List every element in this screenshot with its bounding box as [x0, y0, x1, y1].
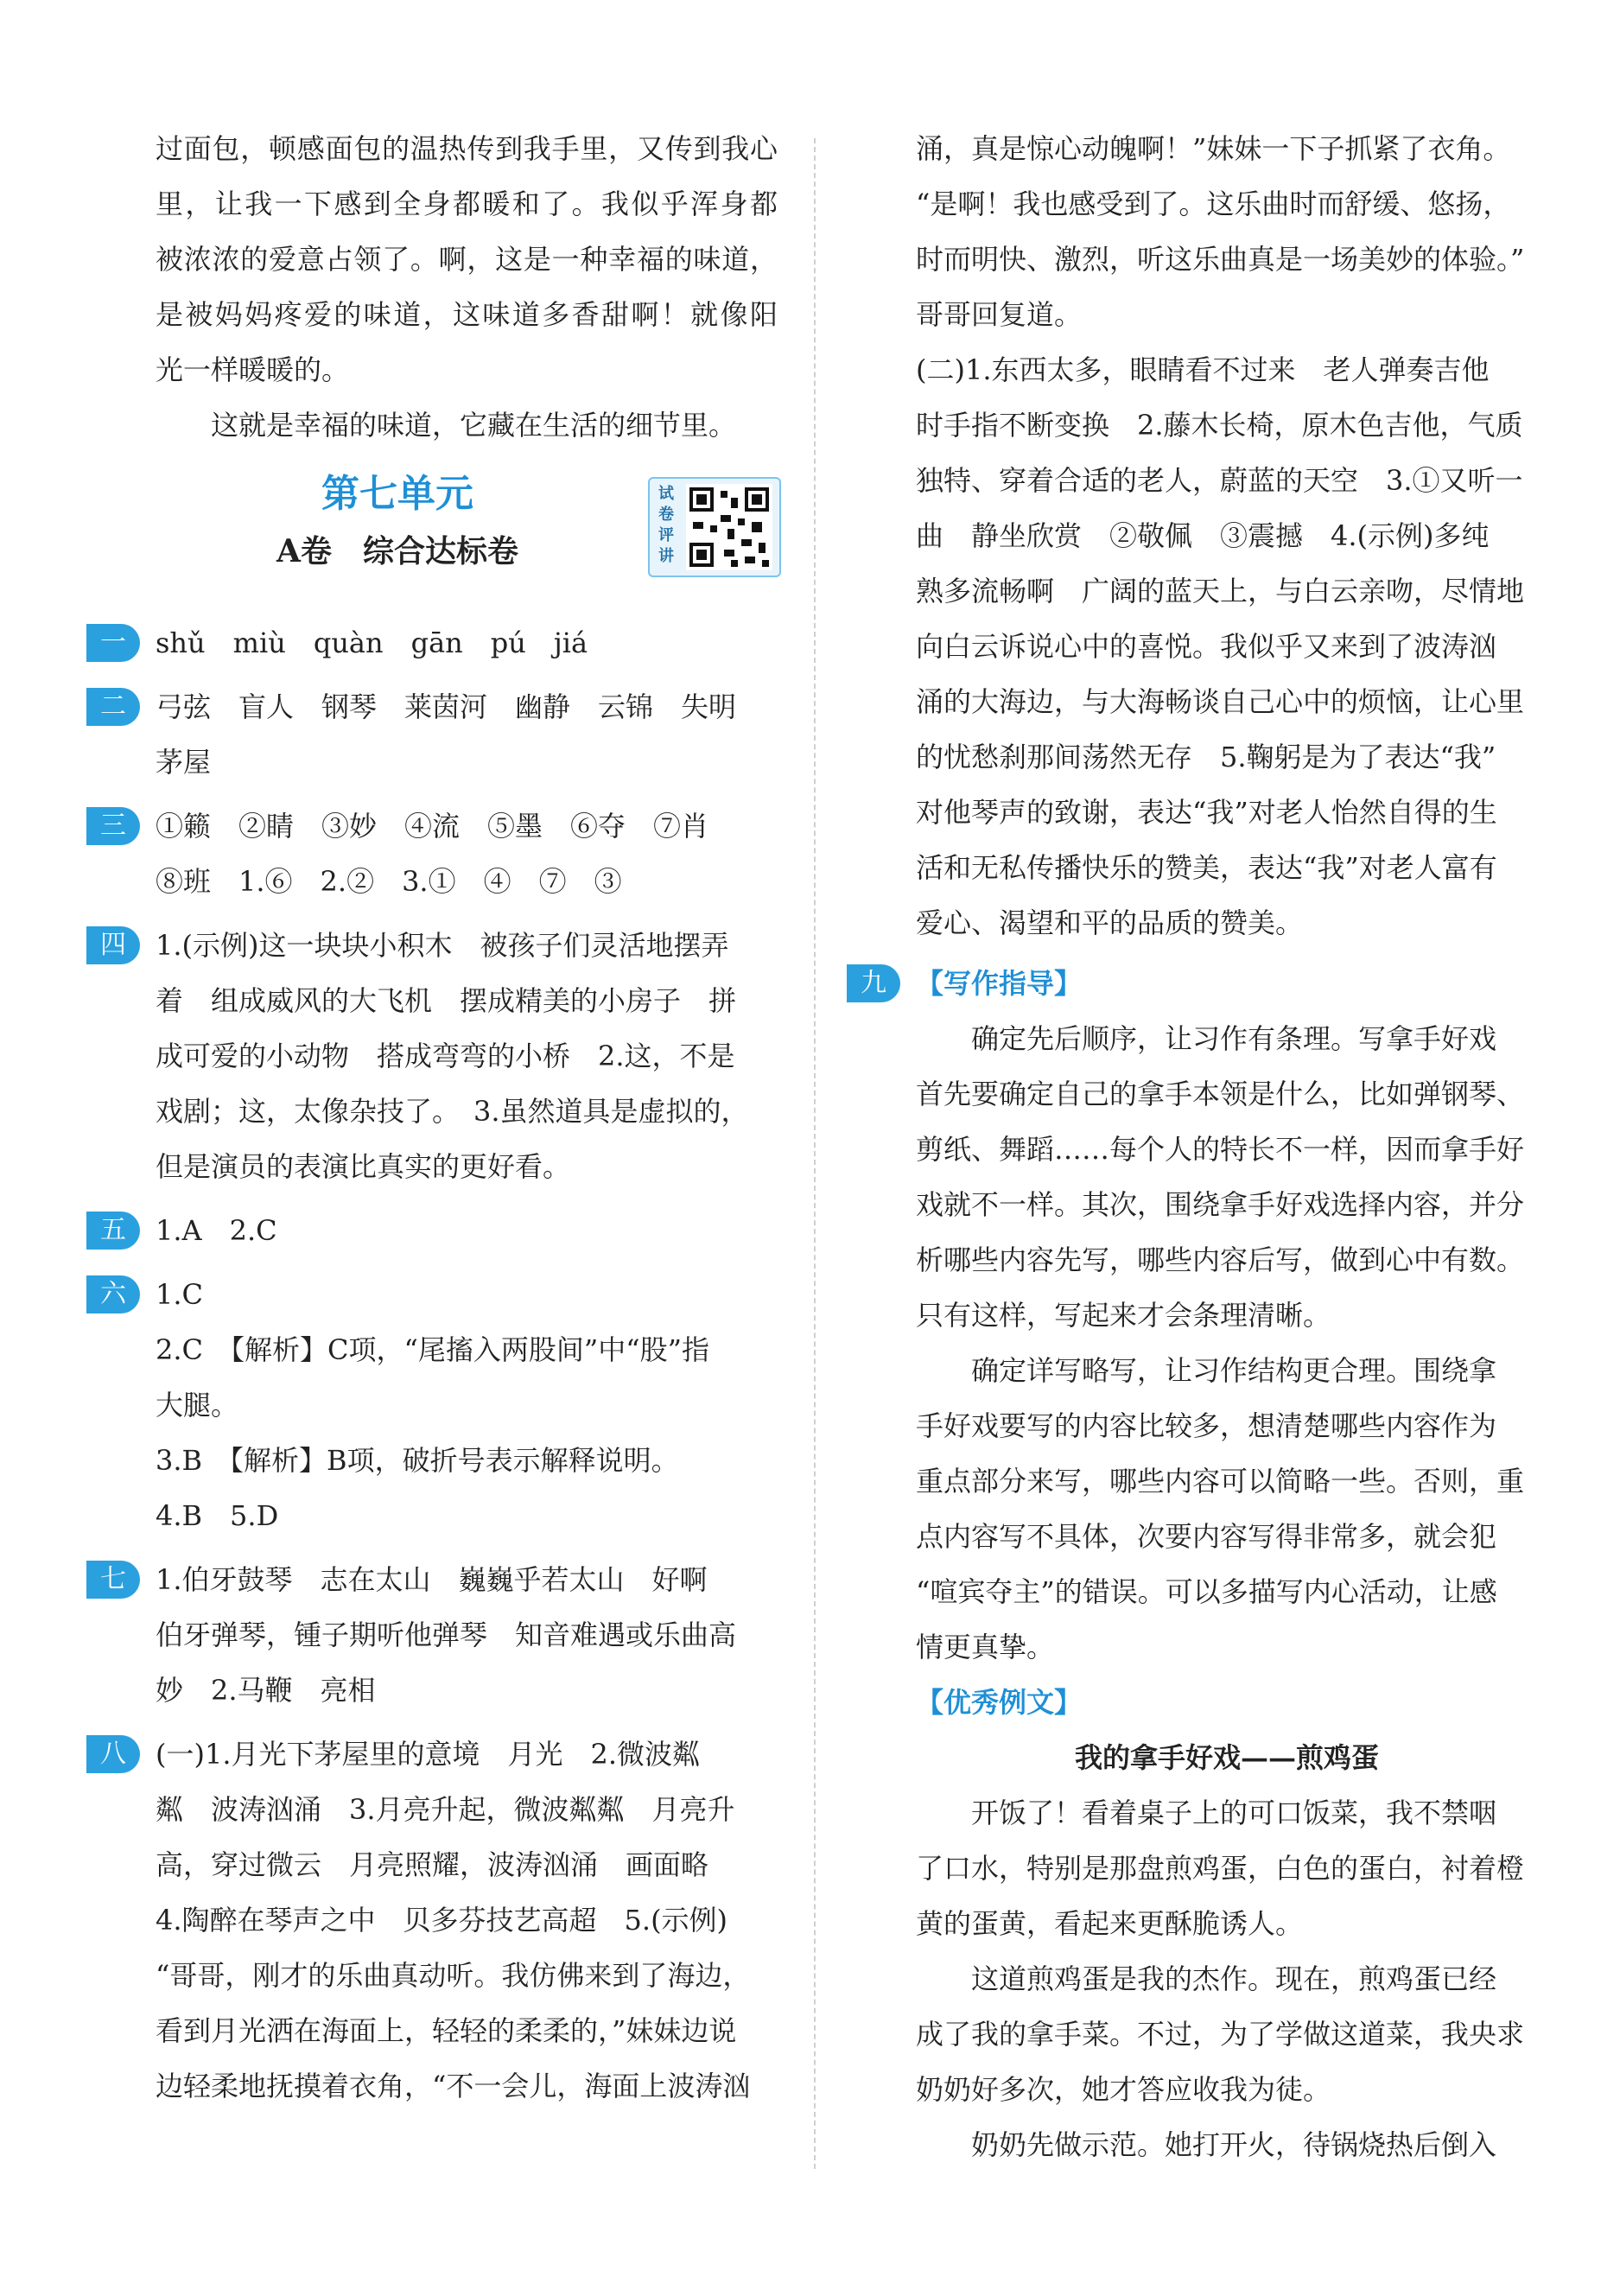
answer-line — [156, 1892, 778, 1948]
answer-text: 2.C 【解析】C项，“尾搐入两股间”中“股”指 — [156, 1333, 709, 1366]
answer-line — [916, 563, 1538, 619]
text-line: 光一样暖暖的。 — [156, 353, 350, 386]
section-badge: 一 — [86, 624, 140, 662]
answer-text: 熟多流畅啊 广阔的蓝天上，与白云亲吻，尽情地 — [916, 575, 1525, 607]
text-line: 确定先后顺序，让习作有条理。写拿手好戏 — [971, 1022, 1497, 1055]
answer-text: 但是演员的表演比真实的更好看。 — [156, 1150, 571, 1183]
qr-code-panel[interactable] — [648, 477, 781, 577]
unit-header — [156, 467, 778, 605]
section-4 — [100, 918, 778, 1194]
answer-line — [916, 840, 1538, 895]
answer-text: 涌，真是惊心动魄啊！”妹妹一下子抓紧了衣角。 — [916, 132, 1511, 165]
answer-line — [916, 121, 1538, 176]
answer-line — [100, 1203, 778, 1258]
answer-text: 妙 2.马鞭 亮相 — [156, 1674, 376, 1707]
answer-text: 3.B 【解析】B项，破折号表示解释说明。 — [156, 1444, 679, 1477]
section-badge: 二 — [86, 688, 140, 726]
section-9 — [861, 956, 1538, 1675]
essay-title: 我的拿手好戏——煎鸡蛋 — [1074, 1741, 1379, 1774]
answer-line — [916, 287, 1538, 342]
text-line: 首先要确定自己的拿手本领是什么，比如弹钢琴、 — [916, 1078, 1525, 1110]
section-badge: 七 — [86, 1561, 140, 1599]
text-line: 奶奶先做示范。她打开火，待锅烧热后倒入 — [971, 2128, 1497, 2161]
answer-text: 爱心、渴望和平的品质的赞美。 — [916, 906, 1304, 939]
answer-line — [156, 1322, 778, 1377]
answer-text: (二)1.东西太多，眼睛看不过来 老人弹奏吉他 — [916, 353, 1490, 386]
answer-line — [916, 785, 1538, 840]
text-line: 情更真挚。 — [916, 1631, 1055, 1663]
answer-text: 独特、穿着合适的老人，蔚蓝的天空 3.①又听一 — [916, 464, 1523, 497]
answer-line — [156, 1607, 778, 1663]
answer-line — [100, 918, 778, 973]
answer-text: 着 组成威风的大飞机 摆成精美的小房子 拼 — [156, 984, 737, 1017]
text-line: 里，让我一下感到全身都暖和了。我似乎浑身都 — [156, 188, 778, 220]
section-3 — [100, 798, 778, 909]
answer-line — [916, 619, 1538, 674]
answer-text: (一)1.月光下茅屋里的意境 月光 2.微波粼 — [156, 1738, 701, 1771]
answer-text: 曲 静坐欣赏 ②敬佩 ③震撼 4.(示例)多纯 — [916, 519, 1490, 552]
continued-answers — [916, 121, 1538, 951]
answer-text: 时手指不断变换 2.藤木长椅，原木色吉他，气质 — [916, 409, 1523, 442]
answer-text: 的忧愁刹那间荡然无存 5.鞠躬是为了表达“我” — [916, 741, 1496, 773]
answer-line — [156, 1948, 778, 2003]
answer-text: 涌的大海边，与大海畅谈自己心中的烦恼，让心里 — [916, 685, 1525, 718]
answer-text: 茅屋 — [156, 746, 212, 779]
text-line: 确定详写略写，让习作结构更合理。围绕拿 — [971, 1354, 1497, 1387]
text-line: 是被妈妈疼爱的味道，这味道多香甜啊！就像阳 — [156, 298, 778, 331]
text-line: 剪纸、舞蹈……每个人的特长不一样，因而拿手好 — [916, 1133, 1525, 1166]
text-line: 这道煎鸡蛋是我的杰作。现在，煎鸡蛋已经 — [971, 1962, 1497, 1995]
answer-text: 1.C — [156, 1278, 204, 1311]
answer-text: 高，穿过微云 月亮照耀，波涛汹涌 画面略 — [156, 1848, 709, 1881]
text-line: 这就是幸福的味道，它藏在生活的细节里。 — [211, 409, 737, 442]
answer-line — [100, 798, 778, 854]
section-badge: 八 — [86, 1735, 140, 1773]
answer-line — [916, 453, 1538, 508]
guide-paragraph-1 — [916, 1011, 1538, 1343]
text-line: 黄的蛋黄，看起来更酥脆诱人。 — [916, 1907, 1304, 1940]
section-badge: 九 — [847, 964, 900, 1002]
answer-line — [916, 176, 1538, 232]
text-line: 手好戏要写的内容比较多，想清楚哪些内容作为 — [916, 1409, 1497, 1442]
answer-line — [156, 1488, 778, 1543]
column-divider — [814, 138, 816, 2169]
section-badge: 五 — [86, 1212, 140, 1250]
answer-line — [156, 1433, 778, 1488]
answer-line — [156, 973, 778, 1028]
left-column — [100, 121, 778, 2114]
text-line: 析哪些内容先写，哪些内容后写，做到心中有数。 — [916, 1243, 1525, 1276]
answer-line — [100, 615, 778, 671]
answer-text: 伯牙弹琴，锺子期听他弹琴 知音难遇或乐曲高 — [156, 1619, 737, 1651]
section-6 — [100, 1267, 778, 1543]
answer-line — [916, 895, 1538, 951]
answer-line — [156, 1377, 778, 1433]
qr-label: 试卷评讲 — [658, 485, 674, 565]
answer-text: “是啊！我也感受到了。这乐曲时而舒缓、悠扬， — [916, 188, 1511, 220]
answer-line — [916, 232, 1538, 287]
answer-text: 时而明快、激烈，听这乐曲真是一场美妙的体验。” — [916, 243, 1525, 276]
answer-line — [156, 2058, 778, 2114]
essay-paragraph-1 — [916, 1785, 1538, 1951]
sample-essay-tag: 【优秀例文】 — [916, 1686, 1083, 1719]
answer-text: 粼 波涛汹涌 3.月亮升起，微波粼粼 月亮升 — [156, 1793, 735, 1826]
answer-line — [156, 1663, 778, 1718]
sample-essay — [916, 1675, 1538, 2172]
text-line: 戏就不一样。其次，围绕拿手好戏选择内容，并分 — [916, 1188, 1525, 1221]
answer-line — [156, 1782, 778, 1837]
answer-line — [916, 674, 1538, 729]
answer-line — [156, 1084, 778, 1139]
section-7 — [100, 1552, 778, 1718]
qr-code-icon — [686, 484, 772, 570]
guide-paragraph-2 — [916, 1343, 1538, 1675]
essay-paragraph-2 — [916, 1951, 1538, 2117]
answer-text: 4.B 5.D — [156, 1499, 279, 1532]
answer-text: 活和无私传播快乐的赞美，表达“我”对老人富有 — [916, 851, 1497, 884]
text-line: 开饭了！看着桌子上的可口饭菜，我不禁咽 — [971, 1797, 1497, 1829]
text-line: 被浓浓的爱意占领了。啊，这是一种幸福的味道， — [156, 243, 778, 276]
answer-line — [156, 735, 778, 790]
answer-line — [156, 854, 778, 909]
answer-line — [156, 1837, 778, 1892]
intro-paragraph — [156, 121, 778, 453]
text-line: 过面包，顿感面包的温热传到我手里，又传到我心 — [156, 132, 778, 165]
answer-text: 成可爱的小动物 搭成弯弯的小桥 2.这，不是 — [156, 1040, 735, 1072]
answer-text: 1.伯牙鼓琴 志在太山 巍巍乎若太山 好啊 — [156, 1563, 708, 1596]
answer-line — [916, 398, 1538, 453]
answer-text: 戏剧；这，太像杂技了。 3.虽然道具是虚拟的， — [156, 1095, 749, 1128]
section-5 — [100, 1203, 778, 1258]
right-column — [861, 121, 1538, 2172]
section-heading — [861, 956, 1538, 1011]
unit-subtitle: A卷 综合达标卷 — [276, 533, 518, 569]
text-line: 了口水，特别是那盘煎鸡蛋，白色的蛋白，衬着橙 — [916, 1852, 1525, 1885]
writing-guide-tag: 【写作指导】 — [916, 967, 1083, 1000]
answer-line — [156, 1028, 778, 1084]
text-line: “喧宾夺主”的错误。可以多描写内心活动，让感 — [916, 1575, 1497, 1608]
answer-text: “哥哥，刚才的乐曲真动听。我仿佛来到了海边， — [156, 1959, 751, 1992]
answer-line — [156, 1139, 778, 1194]
answer-text: 向白云诉说心中的喜悦。我似乎又来到了波涛汹 — [916, 630, 1497, 663]
answer-line — [100, 679, 778, 735]
essay-paragraph-3 — [916, 2117, 1538, 2172]
section-8 — [100, 1727, 778, 2114]
section-1 — [100, 615, 778, 671]
answer-line — [100, 1267, 778, 1322]
answer-text: 1.(示例)这一块块小积木 被孩子们灵活地摆弄 — [156, 929, 729, 962]
answer-text: shǔ miù quàn gān pú jiá — [156, 626, 588, 659]
answer-text: 看到月光洒在海面上，轻轻的柔柔的，”妹妹边说 — [156, 2014, 737, 2047]
answer-line — [916, 342, 1538, 398]
answer-line — [156, 2003, 778, 2058]
answer-text: 1.A 2.C — [156, 1214, 277, 1247]
section-2 — [100, 679, 778, 790]
answer-line — [916, 729, 1538, 785]
text-line: 只有这样，写起来才会条理清晰。 — [916, 1299, 1331, 1332]
answer-text: 对他琴声的致谢，表达“我”对老人怡然自得的生 — [916, 796, 1497, 829]
text-line: 成了我的拿手菜。不过，为了学做这道菜，我央求 — [916, 2018, 1525, 2051]
answer-text: 弓弦 盲人 钢琴 莱茵河 幽静 云锦 失明 — [156, 690, 737, 723]
section-badge: 三 — [86, 807, 140, 845]
answer-text: 边轻柔地抚摸着衣角，“不一会儿，海面上波涛汹 — [156, 2070, 751, 2102]
answer-text: 大腿。 — [156, 1389, 239, 1421]
answer-line — [100, 1727, 778, 1782]
answer-line — [100, 1552, 778, 1607]
section-badge: 四 — [86, 926, 140, 964]
answer-text: 4.陶醉在琴声之中 贝多芬技艺高超 5.(示例) — [156, 1904, 728, 1937]
answer-text: ⑧班 1.⑥ 2.② 3.① ④ ⑦ ③ — [156, 865, 622, 898]
answer-text: 哥哥回复道。 — [916, 298, 1083, 331]
answer-text: ①籁 ②睛 ③妙 ④流 ⑤墨 ⑥夺 ⑦肖 — [156, 810, 709, 843]
unit-title: 第七单元 — [321, 472, 473, 516]
text-line: 奶奶好多次，她才答应收我为徒。 — [916, 2073, 1331, 2106]
text-line: 点内容写不具体，次要内容写得非常多，就会犯 — [916, 1520, 1497, 1553]
answer-line — [916, 508, 1538, 563]
text-line: 重点部分来写，哪些内容可以简略一些。否则，重 — [916, 1465, 1525, 1498]
section-badge: 六 — [86, 1275, 140, 1313]
